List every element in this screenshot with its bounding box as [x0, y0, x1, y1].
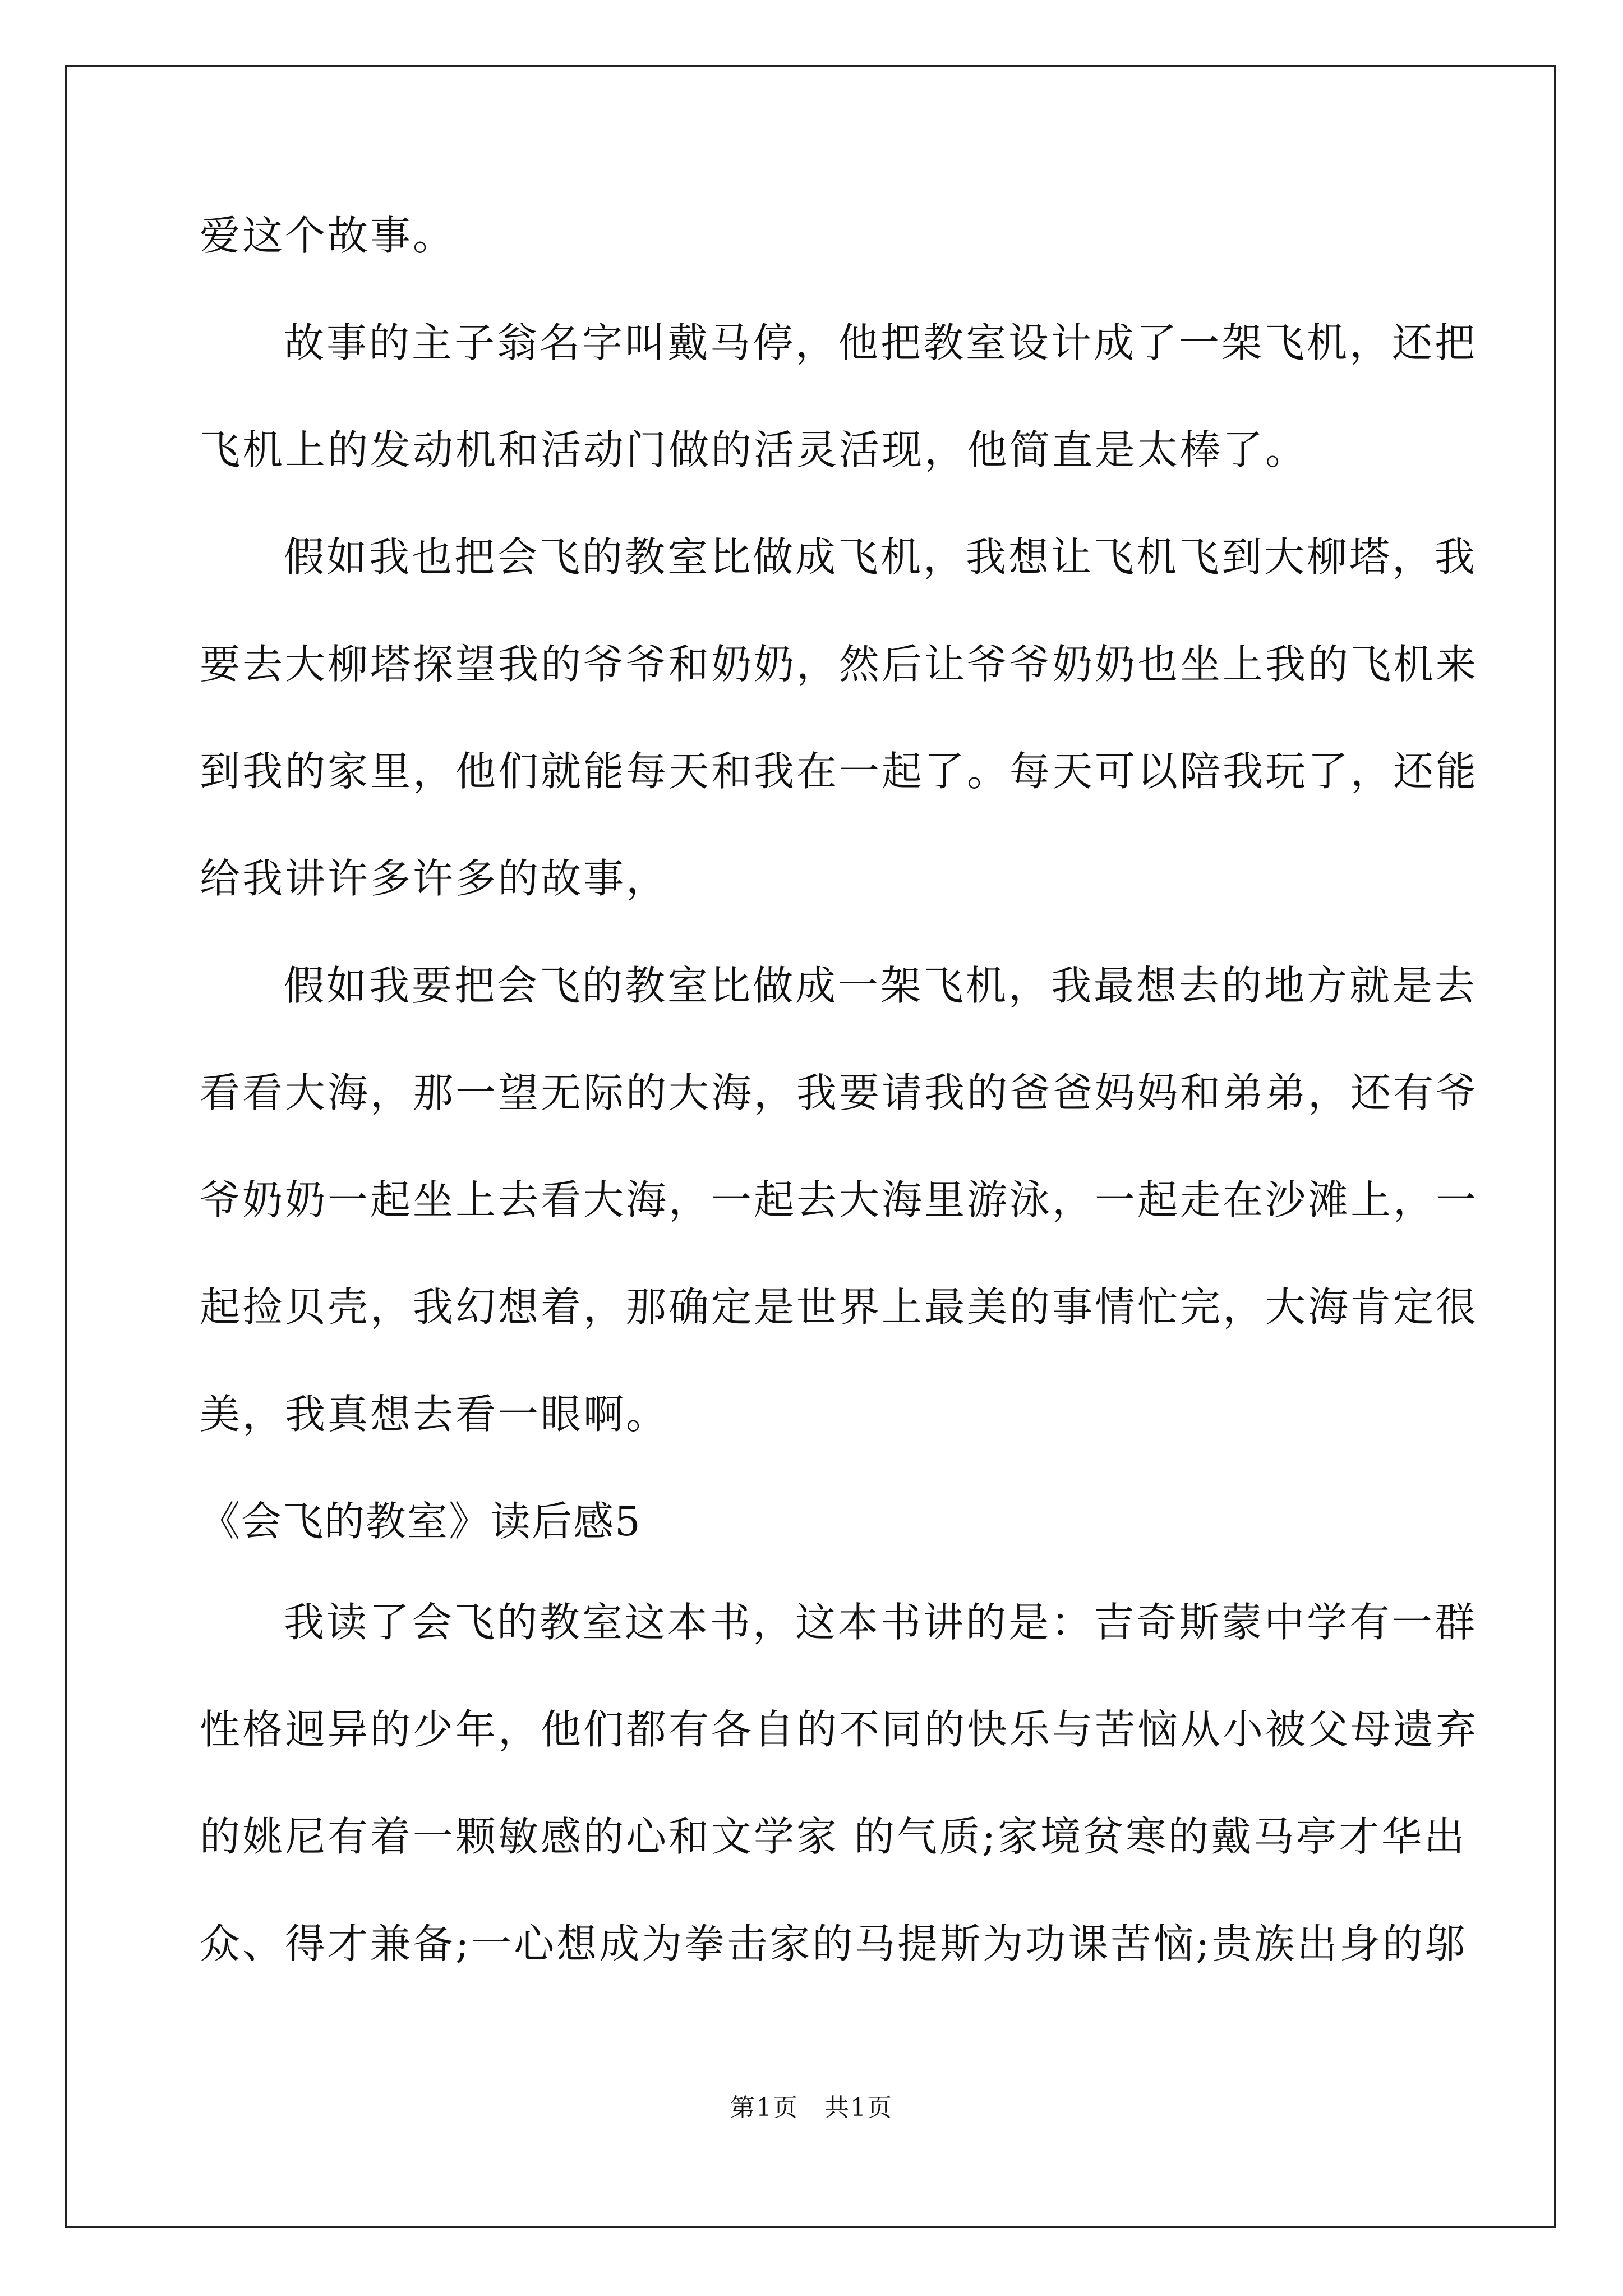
text-line: 美，我真想去看一眼啊。	[200, 1391, 669, 1438]
text-line: 爱这个故事。	[200, 212, 456, 259]
text-line: 的姚尼有着一颗敏感的心和文学家 的气质;家境贫寒的戴马亭才华出	[200, 1813, 1467, 1860]
section-heading: 《会飞的教室》读后感5	[200, 1498, 642, 1545]
text-line: 假如我要把会飞的教室比做成一架飞机，我最想去的地方就是去	[284, 962, 1478, 1009]
text-line: 我读了会飞的教室这本书，这本书讲的是：吉奇斯蒙中学有一群	[284, 1599, 1478, 1646]
text-line: 看看大海，那一望无际的大海，我要请我的爸爸妈妈和弟弟，还有爷	[200, 1069, 1479, 1116]
document-body	[200, 208, 1479, 2023]
text-line: 故事的主子翁名字叫戴马停，他把教室设计成了一架飞机，还把	[284, 319, 1478, 366]
text-line: 飞机上的发动机和活动门做的活灵活现，他简直是太棒了。	[200, 426, 1308, 473]
page-footer: 第1页 共1页	[730, 2093, 893, 2122]
text-line: 假如我也把会飞的教室比做成飞机，我想让飞机飞到大柳塔，我	[284, 533, 1478, 581]
text-line: 给我讲许多许多的故事，	[200, 855, 669, 902]
text-line: 爷奶奶一起坐上去看大海，一起去大海里游泳，一起走在沙滩上，一	[200, 1176, 1479, 1223]
text-line: 众、得才兼备;一心想成为拳击家的马提斯为功课苦恼;贵族出身的邬	[200, 1920, 1468, 1967]
text-line: 性格迥异的少年，他们都有各自的不同的快乐与苦恼从小被父母遗弃	[200, 1706, 1479, 1753]
text-line: 到我的家里，他们就能每天和我在一起了。每天可以陪我玩了，还能	[200, 748, 1479, 795]
text-line: 要去大柳塔探望我的爷爷和奶奶，然后让爷爷奶奶也坐上我的飞机来	[200, 641, 1479, 688]
text-line: 起捡贝壳，我幻想着，那确定是世界上最美的事情忙完，大海肯定很	[200, 1283, 1479, 1331]
